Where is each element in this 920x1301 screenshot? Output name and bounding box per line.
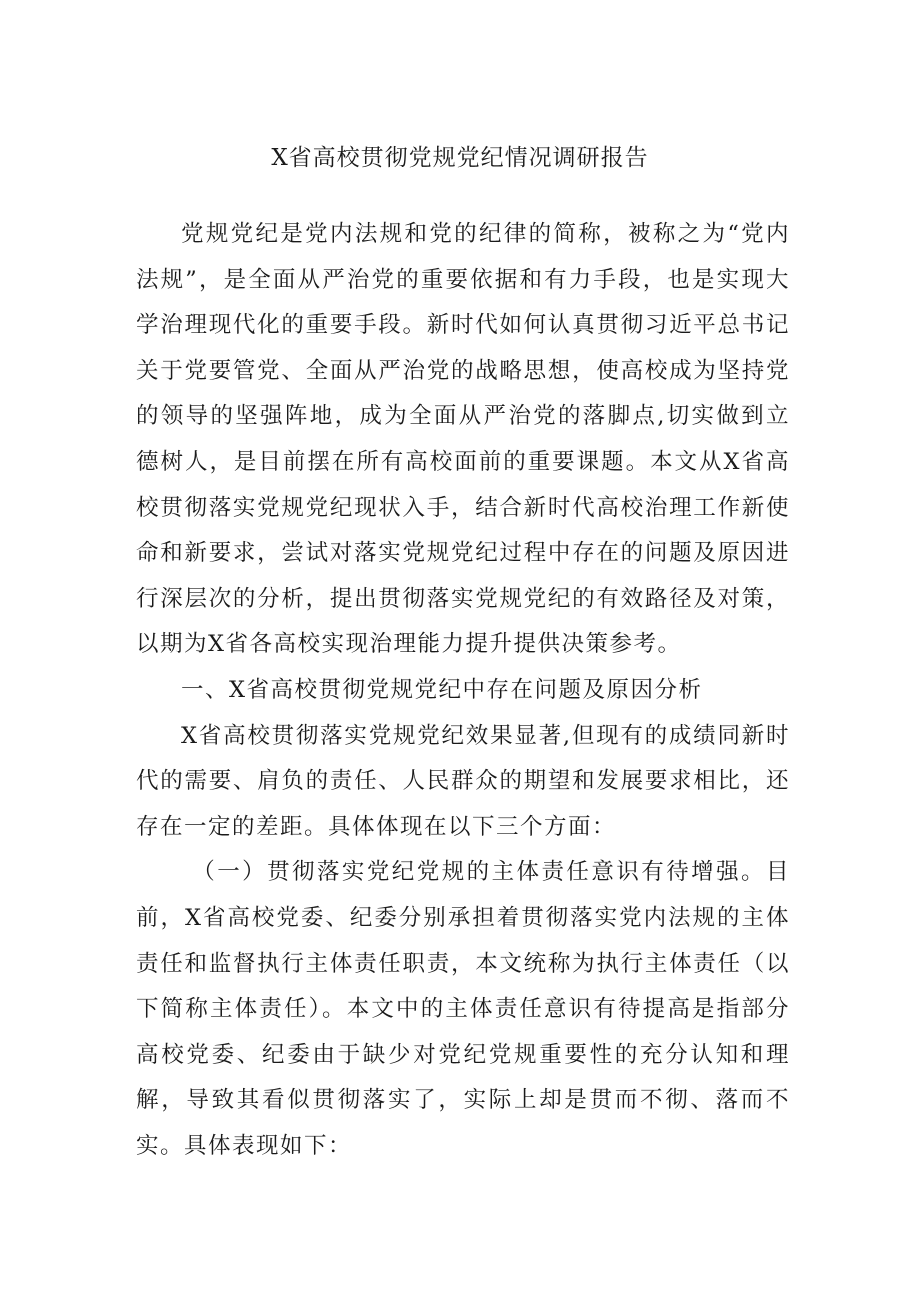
- document-body: [136, 212, 790, 1169]
- section-intro-paragraph: X省高校贯彻落实党规党纪效果显著,但现有的成绩同新时代的需要、肩负的责任、人民群众的期望和发展要求相比，还存在一定的差距。具体体现在以下三个方面：: [136, 722, 790, 840]
- intro-paragraph: 党规党纪是党内法规和党的纪律的简称，被称之为“党内法规”，是全面从严治党的重要依据和有力手段，也是实现大学治理现代化的重要手段。新时代如何认真贯彻习近平总书记关于党要管党、全面从严治党的战略思想，使高校成为坚持党的领导的坚强阵地，成为全面从严治党的落脚点,切实做到立德树人，是目前摆在所有高校面前的重要课题。本文从X省高校贯彻落实党规党纪现状入手，结合新时代高校治理工作新使命和新要求，尝试对落实党规党纪过程中存在的问题及原因进行深层次的分析，提出贯彻落实党规党纪的有效路径及对策，以期为X省各高校实现治理能力提升提供决策参考。: [136, 221, 790, 658]
- document-title: X省高校贯彻党规党纪情况调研报告: [271, 145, 649, 171]
- section-heading: 一、X省高校贯彻党规党纪中存在问题及原因分析: [181, 676, 703, 703]
- subsection-paragraph: （一）贯彻落实党纪党规的主体责任意识有待增强。目前，X省高校党委、纪委分别承担着贯彻落实党内法规的主体责任和监督执行主体责任职责，本文统称为执行主体责任（以下简称主体责任）。本文中的主体责任意识有待提高是指部分高校党委、纪委由于缺少对党纪党规重要性的充分认知和理解，导致其看似贯彻落实了，实际上却是贯而不彻、落而不实。具体表现如下：: [136, 859, 790, 1159]
